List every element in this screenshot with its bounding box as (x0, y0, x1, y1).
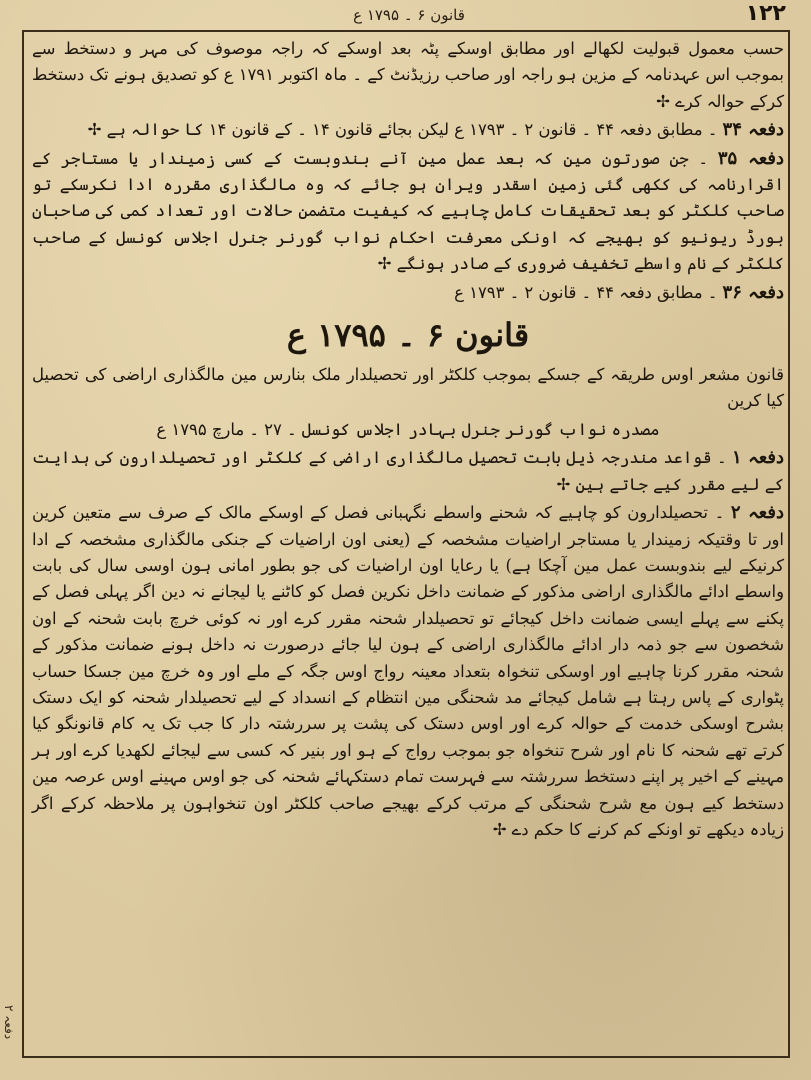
article-35-text: ۔ جن صورتون مین کہ بعد عمل مین آنے بندوبست کے کسی زمیندار یا مستاجر کے اقرارنامہ کی ککھی گئی زمین اسقدر ویران ہو جائے کہ وہ مالگذاری مقررہ ادا نکرسکے تو صاحب کلکٹر کو بعد تحقیقات کامل چاہیے کہ کیفیت متضمن حالات اور تعداد کمی کی صاحبان بورڈ ریونیو کو بھیجے کہ اونکی معرفت احکام نواب گورنر جنرل اجلاس کونسل کے صاحب کلکٹر کے نام واسطے تخفیف ضروری کے صادر ہونگے ✢ (32, 148, 784, 274)
continued-paragraph: حسب معمول قبولیت لکھالے اور مطابق اوسکے پٹہ بعد اوسکے کہ راجہ موصوف کی مہر و دستخط سے بموجب اس عہدنامہ کے مزین ہو راجہ اور صاحب رزیڈنٹ کے ۔ ماہ اکتوبر ۱۷۹۱ ع کو تصدیق ہونے تک دستخط کرکے حوالہ کرے ✢ (32, 39, 784, 111)
article-35 (32, 146, 784, 278)
article-2-label: دفعہ ۲ (730, 502, 784, 524)
page-number: ۱۲۲ (745, 1, 786, 26)
article-34 (32, 117, 784, 143)
article-34-text: ۔ مطابق دفعہ ۴۴ ۔ قانون ۲ ۔ ۱۷۹۳ ع لیکن بجائے قانون ۱۴ ۔ کے قانون ۱۴ کا حوالہ ہے ✢ (87, 120, 718, 140)
article-1-label: دفعہ ۱ (732, 447, 785, 469)
running-head: قانون ۶ ۔ ۱۷۹۵ ع (353, 6, 465, 24)
article-36-text: ۔ مطابق دفعہ ۴۴ ۔ قانون ۲ ۔ ۱۷۹۳ ع (454, 282, 718, 302)
article-36-label: دفعہ ۳۶ (722, 281, 784, 303)
regulation-preamble: قانون مشعر اوس طریقہ کے جسکے بموجب کلکٹر اور تحصیلدار ملک بنارس مین مالگذاری اراضی کی تحصیل کیا کرین (32, 365, 784, 411)
margin-note: دفعہ ۲ (2, 1005, 16, 1040)
page-header (24, 0, 794, 30)
article-2-text: ۔ تحصیلدارون کو چاہیے کہ شحنے واسطے نگہبانی فصل کے اوسکے مالک کے صرف سے متعین کرین اور تا وقتیکہ زمیندار یا مستاجر اراضیات مشخصہ کے (یعنی اون اراضیات کے جنکی مالگذاری مشخصہ کے ادا کرنیکے لیے بندوبست عمل مین آچکا ہے) یا رعایا اون اراضیات کی جو بطور امانی ہون اوسی سال کی بابت واسطے ادائے مالگذاری اراضی مذکور کے ضمانت داخل نکرین فصل کو کاٹنے یا لیجانے نہ دین اگر پہلی فصل کے پکنے سے پہلے ایسی ضمانت داخل کیجائے تو تحصیلدار شحنہ مقرر کرے اور نہ کوئی خرچ بابت شحنہ کے اون شخصون سے جو ذمہ دار ادائے مالگذاری اراضی کے ہون لیا جائے درصورت نہ داخل ہونے ضمانت مذکور کے شحنہ مقرر کرنا چاہیے اور اوسکی تنخواہ بتعداد معینہ رواج اوس جگہ کے ملے اور وہ خرچ مین جسکا حساب پٹواری کے پاس رہتا ہے شامل کیجائے مد شحنگی مین انتظام کے انسداد کے لیے تحصیلدار شحنہ کو ایک دستک بشرح اوسکی خدمت کے حوالہ کرے اور اوس دستک کی پشت پر سررشتہ دار کا جب تک یہ کام قانونگو کیا کرتے تھے شحنہ کا نام اور شرح تنخواہ جو بموجب رواج کے ہو اور بنیر کہ کسی سے لیجائے لکھدیا کرے اور ہر مہینے کے اخیر پر اپنے دستخط سررشتہ سے فہرست تمام دستکہائے شحنہ کی جو اوس مہینے اوس عرصہ مین دستخط کیے ہون مع شرح شحنگی کے مرتب کرکے بھیجے صاحب کلکٹر اون تنخواہون پر ملاحظہ کرکے اگر زیادہ دیکھے تو اونکے کم کرنے کا حکم دے ✢ (32, 503, 784, 839)
article-36 (32, 280, 784, 306)
article-35-label: دفعہ ۳۵ (717, 147, 784, 169)
regulation-title: قانون ۶ ۔ ۱۷۹۵ ع (286, 316, 530, 355)
article-2 (32, 500, 784, 843)
article-1 (32, 445, 784, 498)
article-1-text: ۔ قواعد مندرجہ ذیل بابت تحصیل مالگذاری اراضی کے کلکٹر اور تحصیلدارون کی ہدایت کے لیے مقرر کیے جاتے ہین ✢ (32, 448, 784, 494)
promulgation-line: مصدرہ نواب گورنر جنرل بہادر اجلاس کونسل ۔ ۲۷ ۔ مارچ ۱۷۹۵ ع (156, 419, 660, 439)
article-34-label: دفعہ ۳۴ (722, 119, 784, 141)
page-body (32, 36, 784, 1052)
